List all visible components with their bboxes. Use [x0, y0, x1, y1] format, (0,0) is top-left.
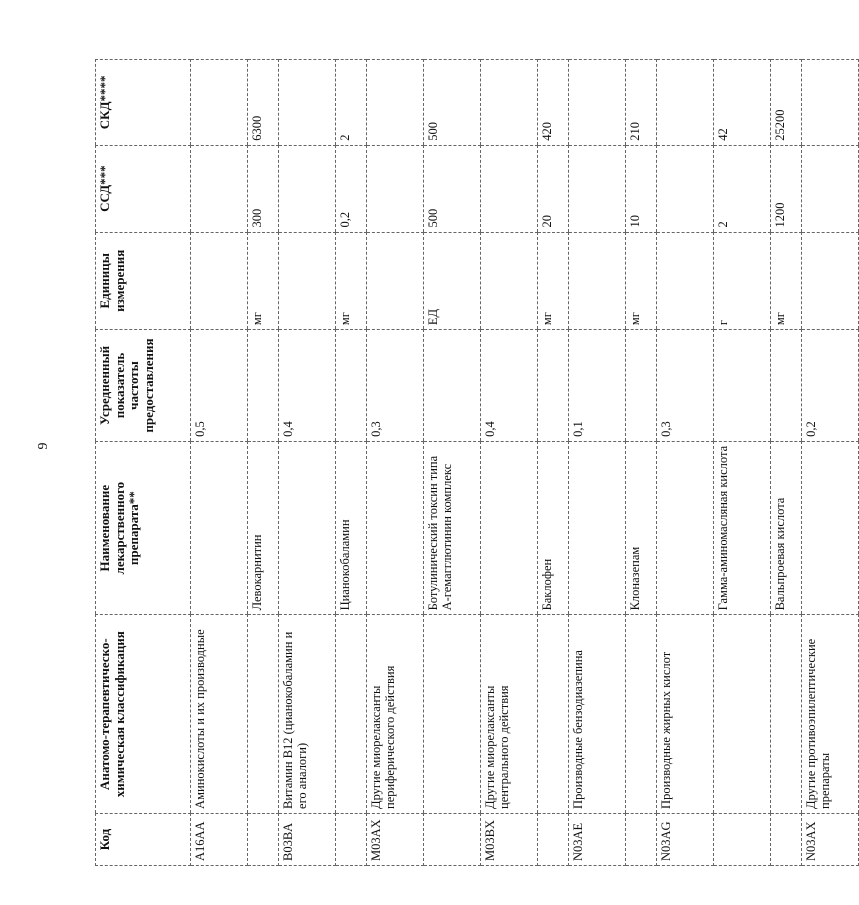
- table-row: [191, 60, 248, 866]
- table-row: [367, 60, 424, 866]
- cell-atc: Другие противоэпилептические препараты: [802, 615, 859, 814]
- cell-name: [802, 441, 859, 615]
- cell-ssd: [367, 145, 424, 232]
- cell-ssd: [279, 145, 336, 232]
- table-header-row: [96, 60, 191, 866]
- cell-atc: Витамин B12 (цианокобаламин и его аналоги): [279, 615, 336, 814]
- table-row: [481, 60, 538, 866]
- cell-frequency: 0,4: [481, 330, 538, 442]
- cell-atc: Другие миорелаксанты центрального действия: [481, 615, 538, 814]
- cell-code: [424, 813, 481, 865]
- cell-code: N03AX: [802, 813, 859, 865]
- cell-skd: 25200: [771, 60, 802, 146]
- cell-code: [626, 813, 657, 865]
- cell-code: B03BA: [279, 813, 336, 865]
- header-unit: Единицы измерения: [96, 232, 191, 330]
- cell-atc: Производные жирных кислот: [657, 615, 714, 814]
- cell-ssd: [569, 145, 626, 232]
- table-row: [626, 60, 657, 866]
- cell-ssd: [802, 145, 859, 232]
- header-atc: Анатомо-терапевтическо-химическая классификация: [96, 615, 191, 814]
- cell-name: [657, 441, 714, 615]
- cell-unit: мг: [248, 232, 279, 330]
- rotated-table-container: [95, 59, 833, 866]
- cell-name: Цианокобаламин: [336, 441, 367, 615]
- cell-name: Ботулинический токсин типа А-гемагглютинин комплекс: [424, 441, 481, 615]
- cell-frequency: 0,3: [657, 330, 714, 442]
- cell-skd: [802, 60, 859, 146]
- cell-unit: [481, 232, 538, 330]
- cell-unit: [191, 232, 248, 330]
- cell-name: [279, 441, 336, 615]
- header-skd: СКД****: [96, 60, 191, 146]
- cell-code: [248, 813, 279, 865]
- cell-frequency: 0,4: [279, 330, 336, 442]
- cell-ssd: 10: [626, 145, 657, 232]
- table-row: [802, 60, 859, 866]
- cell-unit: [802, 232, 859, 330]
- cell-unit: [657, 232, 714, 330]
- cell-unit: [367, 232, 424, 330]
- cell-unit: г: [714, 232, 771, 330]
- cell-skd: 6300: [248, 60, 279, 146]
- cell-frequency: 0,3: [367, 330, 424, 442]
- cell-frequency: [538, 330, 569, 442]
- cell-unit: мг: [336, 232, 367, 330]
- cell-ssd: 20: [538, 145, 569, 232]
- cell-frequency: [424, 330, 481, 442]
- cell-atc: Аминокислоты и их производные: [191, 615, 248, 814]
- cell-unit: мг: [538, 232, 569, 330]
- cell-name: [481, 441, 538, 615]
- cell-ssd: [481, 145, 538, 232]
- cell-name: Гамма-аминомасляная кислота: [714, 441, 771, 615]
- cell-ssd: 1200: [771, 145, 802, 232]
- cell-name: [191, 441, 248, 615]
- cell-skd: [657, 60, 714, 146]
- cell-code: N03AG: [657, 813, 714, 865]
- cell-atc: [714, 615, 771, 814]
- cell-code: N03AE: [569, 813, 626, 865]
- cell-code: A16AA: [191, 813, 248, 865]
- cell-skd: 42: [714, 60, 771, 146]
- cell-skd: [569, 60, 626, 146]
- cell-ssd: [191, 145, 248, 232]
- cell-unit: ЕД: [424, 232, 481, 330]
- drug-table: [95, 59, 859, 866]
- cell-atc: [771, 615, 802, 814]
- cell-ssd: 500: [424, 145, 481, 232]
- table-row: [248, 60, 279, 866]
- table-row: [538, 60, 569, 866]
- cell-code: [538, 813, 569, 865]
- cell-code: [771, 813, 802, 865]
- cell-name: Баклофен: [538, 441, 569, 615]
- cell-skd: [279, 60, 336, 146]
- cell-skd: [481, 60, 538, 146]
- cell-skd: 210: [626, 60, 657, 146]
- cell-name: Вальпроевая кислота: [771, 441, 802, 615]
- cell-frequency: [336, 330, 367, 442]
- cell-atc: Производные бензодиазепина: [569, 615, 626, 814]
- cell-atc: [626, 615, 657, 814]
- cell-frequency: 0,2: [802, 330, 859, 442]
- cell-frequency: [626, 330, 657, 442]
- cell-unit: [569, 232, 626, 330]
- page-number: 9: [36, 442, 51, 450]
- cell-frequency: 0,5: [191, 330, 248, 442]
- cell-ssd: 0,2: [336, 145, 367, 232]
- cell-name: [367, 441, 424, 615]
- header-code: Код: [96, 813, 191, 865]
- header-name: Наименование лекарственного препарата**: [96, 441, 191, 615]
- cell-frequency: [714, 330, 771, 442]
- cell-unit: [279, 232, 336, 330]
- cell-atc: Другие миорелаксанты периферического действия: [367, 615, 424, 814]
- cell-code: M03AX: [367, 813, 424, 865]
- cell-atc: [248, 615, 279, 814]
- cell-code: M03BX: [481, 813, 538, 865]
- cell-code: [714, 813, 771, 865]
- cell-frequency: [771, 330, 802, 442]
- table-row: [569, 60, 626, 866]
- cell-name: Левокарнитин: [248, 441, 279, 615]
- cell-atc: [424, 615, 481, 814]
- cell-name: Клоназепам: [626, 441, 657, 615]
- table-row: [279, 60, 336, 866]
- table-row: [657, 60, 714, 866]
- cell-skd: 420: [538, 60, 569, 146]
- cell-frequency: 0,1: [569, 330, 626, 442]
- table-row: [771, 60, 802, 866]
- table-row: [714, 60, 771, 866]
- cell-ssd: 2: [714, 145, 771, 232]
- header-ssd: ССД***: [96, 145, 191, 232]
- cell-code: [336, 813, 367, 865]
- table-row: [336, 60, 367, 866]
- cell-ssd: [657, 145, 714, 232]
- cell-skd: [191, 60, 248, 146]
- cell-unit: мг: [626, 232, 657, 330]
- cell-skd: 2: [336, 60, 367, 146]
- cell-atc: [336, 615, 367, 814]
- cell-skd: 500: [424, 60, 481, 146]
- table-row: [424, 60, 481, 866]
- cell-atc: [538, 615, 569, 814]
- cell-unit: мг: [771, 232, 802, 330]
- cell-ssd: 300: [248, 145, 279, 232]
- cell-name: [569, 441, 626, 615]
- cell-skd: [367, 60, 424, 146]
- header-frequency: Усредненный показатель частоты предоставления: [96, 330, 191, 442]
- cell-frequency: [248, 330, 279, 442]
